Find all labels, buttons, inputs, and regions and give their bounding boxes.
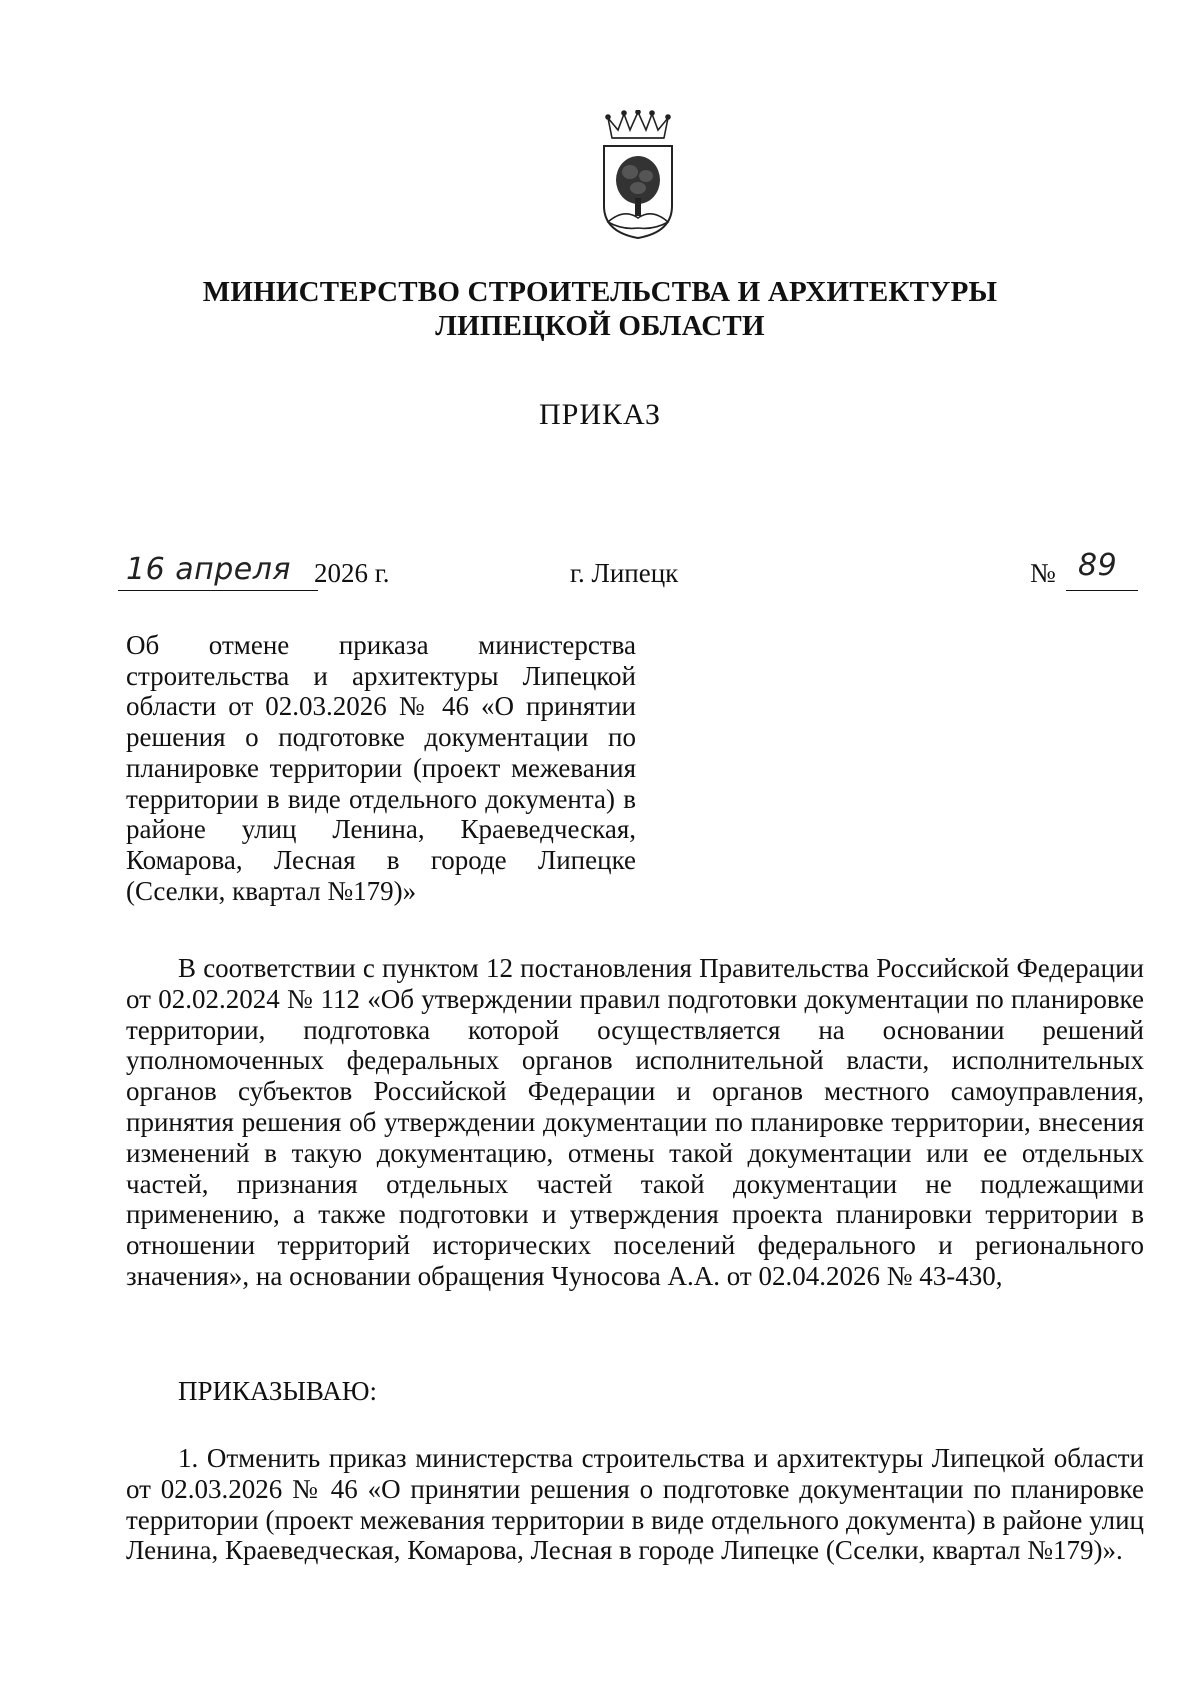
coat-of-arms-icon: [598, 110, 678, 240]
handwritten-number: 89: [1078, 548, 1118, 583]
date-underline: [118, 590, 318, 591]
number-sign: №: [1030, 558, 1056, 588]
order-word: ПРИКАЗЫВАЮ:: [178, 1376, 377, 1406]
date-number-line: [0, 548, 1200, 612]
number-underline: [1066, 590, 1138, 591]
preamble-paragraph: В соответствии с пунктом 12 постановления Правительства Российской Федерации от 02.02.2024 № 112 «Об утверждении правил подготовки документации по планировке территории, подготовка которой осуществляется на основании решений уполномоченных федеральных органов исполнительной власти, исполнительных органов субъектов Российской Федерации и органов местного самоуправления, принятия решения об утверждении документации по планировке территории, внесения изменений в такую документацию, отмены такой документации или ее отдельных частей, признания отдельных частей такой документации не подлежащими применению, а также подготовки и утверждения проекта планировки территории в отношении территорий исторических поселений федерального и регионального значения», на основании обращения Чуносова А.А. от 02.04.2026 № 43-430,: [126, 953, 1144, 1291]
document-type: ПРИКАЗ: [539, 398, 661, 431]
city: г. Липецк: [570, 558, 679, 588]
year: 2026 г.: [314, 558, 390, 588]
ministry-name-line2: ЛИПЕЦКОЙ ОБЛАСТИ: [435, 310, 765, 342]
document-subject: Об отмене приказа министерства строительства и архитектуры Липецкой области от 02.03.2026 № 46 «О принятии решения о подготовке документации по планировке территории (проект межевания территории в виде отдельного документа) в районе улиц Ленина, Краеведческая, Комарова, Лесная в городе Липецке (Сселки, квартал №179)»: [126, 630, 636, 906]
order-item-1: 1. Отменить приказ министерства строительства и архитектуры Липецкой области от 02.03.2026 № 46 «О принятии решения о подготовке документации по планировке территории (проект межевания территории в виде отдельного документа) в районе улиц Ленина, Краеведческая, Комарова, Лесная в городе Липецке (Сселки, квартал №179)».: [126, 1443, 1144, 1566]
ministry-name: [0, 275, 1200, 343]
handwritten-date: 16 апреля: [126, 552, 291, 587]
ministry-name-line1: МИНИСТЕРСТВО СТРОИТЕЛЬСТВА И АРХИТЕКТУРЫ: [202, 276, 998, 308]
